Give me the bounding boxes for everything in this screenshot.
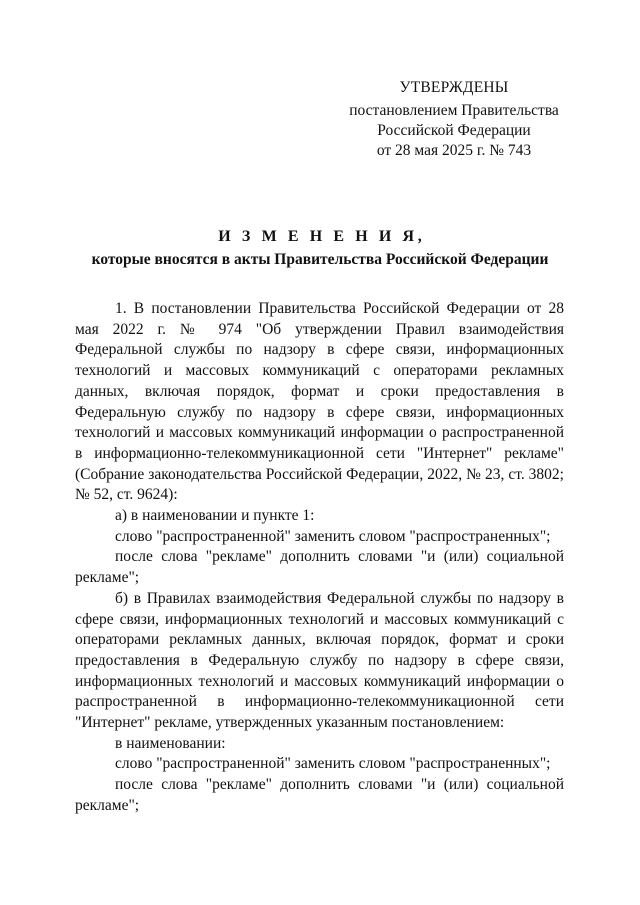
paragraph-1: 1. В постановлении Правительства Российской Федерации от 28 мая 2022 г. № 974 "Об утверждении Правил взаимодействия Федеральной службы по надзору в сфере связи, информационных технологий и массовых коммуникаций с операторами рекламных данных, включая порядок, формат и сроки предоставления в Федеральную службу по надзору в сфере связи, информационных технологий и массовых коммуникаций информации о распространенной в информационно-телекоммуникационной сети "Интернет" рекламе" (Собрание законодательства Российской Федерации, 2022, № 23, ст. 3802; № 52, ст. 9624): — [75, 300, 564, 504]
paragraph-3: слово "распространенной" заменить словом "распространенных"; — [115, 527, 551, 545]
paragraph-2: а) в наименовании и пункте 1: — [115, 507, 315, 525]
approval-line-3: от 28 мая 2025 г. № 743 — [376, 142, 532, 159]
document-body — [75, 299, 564, 817]
paragraph-7: слово "распространенной" заменить словом "распространенных"; — [115, 755, 551, 773]
approval-heading: УТВЕРЖДЕНЫ — [399, 79, 509, 96]
approval-line-1: постановлением Правительства — [349, 102, 559, 119]
approval-stamp — [346, 78, 562, 161]
document-title — [0, 226, 640, 248]
paragraph-5: б) в Правилах взаимодействия Федеральной службы по надзору в сфере связи, информационных технологий и массовых коммуникаций с операторами рекламных данных, включая порядок, формат и сроки предоставления в Федеральную службу по надзору в сфере связи, информационных технологий и массовых коммуникаций информации о распространенной в информационно-телекоммуникационной сети "Интернет" рекламе, утвержденных указанным постановлением: — [75, 589, 564, 732]
approval-line-2: Российской Федерации — [377, 122, 531, 139]
document-subtitle: которые вносятся в акты Правительства Российской Федерации — [91, 251, 549, 268]
paragraph-6: в наименовании: — [115, 734, 226, 752]
paragraph-8: после слова "рекламе" дополнить словами "и (или) социальной рекламе"; — [75, 776, 564, 814]
title-comma: , — [417, 228, 422, 245]
title-word: И З М Е Н Е Н И Я — [218, 228, 418, 245]
paragraph-4: после слова "рекламе" дополнить словами "и (или) социальной рекламе"; — [75, 548, 564, 587]
